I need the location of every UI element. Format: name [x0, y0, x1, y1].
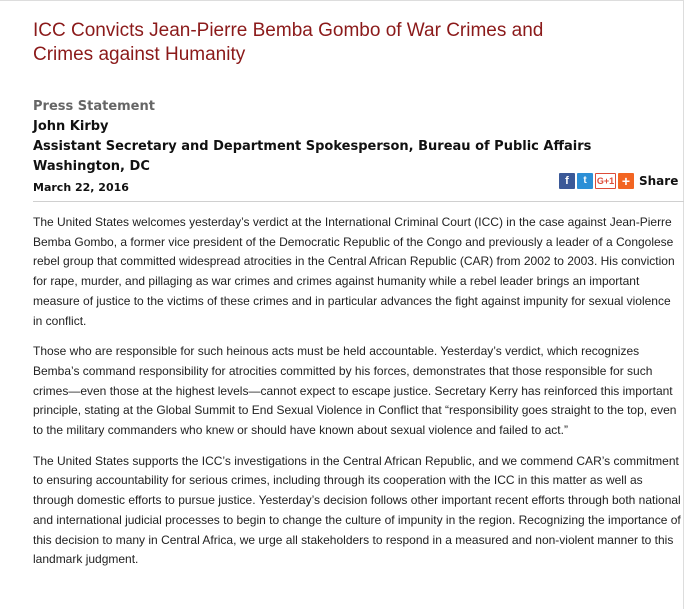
paragraph: The United States supports the ICC’s investigations in the Central African Republic, and we commend CAR’s commitment to ensuring accountability for serious crimes, including through its cooperation with the ICC in this matter as well as through domestic efforts to pursue justice. Yesterday’s decision follows other important recent efforts through both national and international judicial processes to begin to change the culture of impunity in the region. Recognizing the importance of this decision to many in Central Africa, we urge all stakeholders to respond in a measured and non-violent manner to this landmark judgment. [33, 453, 681, 567]
share-button[interactable]: Share [639, 173, 679, 188]
dateline-location: Washington, DC [33, 159, 150, 174]
author-name: John Kirby [33, 119, 109, 134]
paragraph: The United States welcomes yesterday’s verdict at the International Criminal Court (ICC) in the case against Jean-Pierre Bemba Gombo, a former vice president of the Democratic Republic of the Congo and previously a leader of a Congolese rebel group that committed widespread atrocities in the Central African Republic (CAR) from 2002 to 2003. His conviction for rape, murder, and pillaging as war crimes and crimes against humanity while a rebel leader brings an important measure of justice to the victims of these crimes and in particular advances the fight against impunity for sexual violence in conflict. [33, 215, 675, 328]
twitter-icon[interactable]: t [577, 173, 593, 189]
share-bar [559, 172, 678, 189]
publish-date: March 22, 2016 [33, 181, 129, 194]
paragraph: Those who are responsible for such heinous acts must be held accountable. Yesterday’s verdict, which recognizes Bemba’s command responsibility for atrocities committed by his forces, demonstrates that those responsible for such crimes—even those at the highest levels—cannot expect to escape justice. Secretary Kerry has reinforced this important principle, stating at the Global Summit to End Sexual Violence in Conflict that “responsibility goes straight to the top, even to the military commanders who knew or should have known about sexual violence and failed to act.” [33, 344, 677, 438]
top-border [0, 0, 684, 7]
facebook-icon[interactable]: f [559, 173, 575, 189]
google-plus-icon[interactable]: G+1 [595, 173, 616, 189]
author-title: Assistant Secretary and Department Spokesperson, Bureau of Public Affairs [33, 139, 592, 154]
article-title: ICC Convicts Jean-Pierre Bemba Gombo of War Crimes and Crimes against Humanity [33, 20, 544, 65]
statement-type: Press Statement [33, 99, 155, 114]
article-body [33, 213, 683, 581]
add-share-icon[interactable]: + [618, 173, 634, 189]
header-divider [33, 201, 684, 202]
